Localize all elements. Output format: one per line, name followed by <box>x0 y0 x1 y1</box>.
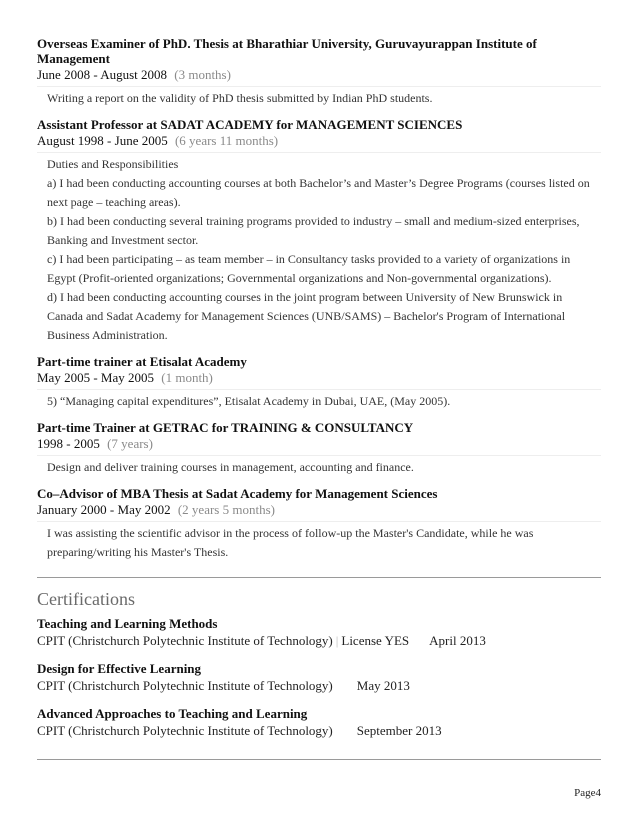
experience-description <box>37 86 601 108</box>
experience-entry <box>37 117 601 345</box>
experience-title: Co–Advisor of MBA Thesis at Sadat Academy for Management Sciences <box>37 486 438 501</box>
experience-description <box>37 455 601 477</box>
experience-entry <box>37 486 601 562</box>
section-divider <box>37 759 601 760</box>
section-divider <box>37 577 601 578</box>
description-line: b) I had been conducting several training programs provided to industry – small and medium-sized enterprises, Banking and Investment sector. <box>47 214 580 247</box>
description-line: a) I had been conducting accounting courses at both Bachelor’s and Master’s Degree Programs (courses listed on next page – teaching areas). <box>47 176 590 209</box>
experience-title: Assistant Professor at SADAT ACADEMY for MANAGEMENT SCIENCES <box>37 117 463 132</box>
experience-description <box>37 521 601 562</box>
description-line: Writing a report on the validity of PhD thesis submitted by Indian PhD students. <box>47 91 433 105</box>
experience-dates: May 2005 - May 2005 <box>37 370 154 385</box>
certification-issuer: CPIT (Christchurch Polytechnic Institute of Technology) <box>37 678 333 693</box>
resume-page <box>37 36 601 760</box>
experience-dates-row <box>37 66 601 83</box>
experience-dates: January 2000 - May 2002 <box>37 502 171 517</box>
description-line: Duties and Responsibilities <box>47 157 179 171</box>
certification-date: April 2013 <box>429 633 486 648</box>
certification-date: September 2013 <box>356 723 442 738</box>
experience-title: Part-time trainer at Etisalat Academy <box>37 354 247 369</box>
certification-entry <box>37 616 601 649</box>
description-line: d) I had been conducting accounting courses in the joint program between University of New Brunswick in Canada and Sadat Academy for Management Sciences (UNB/SAMS) – Bachelor's Program of International Business Administration. <box>47 290 566 342</box>
experience-title: Part-time Trainer at GETRAC for TRAINING & CONSULTANCY <box>37 420 414 435</box>
experience-dates-row <box>37 501 601 518</box>
experience-title: Overseas Examiner of PhD. Thesis at Bharathiar University, Guruvayurappan Institute of Management <box>37 36 537 66</box>
certification-issuer: CPIT (Christchurch Polytechnic Institute of Technology) <box>37 723 333 738</box>
experience-dates-row <box>37 435 601 452</box>
certification-title: Advanced Approaches to Teaching and Learning <box>37 706 308 721</box>
experience-entry <box>37 420 601 477</box>
certification-title: Design for Effective Learning <box>37 661 202 676</box>
certification-entry <box>37 661 601 694</box>
description-line: Design and deliver training courses in management, accounting and finance. <box>47 460 414 474</box>
experience-duration: (1 month) <box>161 370 213 385</box>
experience-dates: 1998 - 2005 <box>37 436 100 451</box>
experience-dates: June 2008 - August 2008 <box>37 67 167 82</box>
experience-dates-row <box>37 132 601 149</box>
experience-description <box>37 152 601 345</box>
certification-date: May 2013 <box>356 678 410 693</box>
certification-details <box>37 722 601 739</box>
experience-description <box>37 389 601 411</box>
experience-duration: (7 years) <box>107 436 153 451</box>
certification-details <box>37 677 601 694</box>
certification-separator: | <box>335 633 339 648</box>
certifications-heading: Certifications <box>37 589 135 609</box>
certification-issuer: CPIT (Christchurch Polytechnic Institute of Technology) <box>37 633 333 648</box>
experience-duration: (3 months) <box>174 67 231 82</box>
experience-duration: (6 years 11 months) <box>174 133 279 148</box>
certification-details <box>37 632 601 649</box>
description-line: c) I had been participating – as team member – in Consultancy tasks provided to a variety of organizations in Egypt (Profit-oriented organizations; Governmental organizations and Non-governmental organizations). <box>47 252 571 285</box>
experience-dates-row <box>37 369 601 386</box>
certification-title: Teaching and Learning Methods <box>37 616 218 631</box>
experience-dates: August 1998 - June 2005 <box>37 133 168 148</box>
experience-entry <box>37 36 601 108</box>
page-number: Page4 <box>574 787 601 799</box>
experience-entry <box>37 354 601 411</box>
certification-entry <box>37 706 601 739</box>
description-line: I was assisting the scientific advisor in the process of follow-up the Master's Candidate, while he was preparing/writing his Master's Thesis. <box>47 526 534 559</box>
description-line: 5) “Managing capital expenditures”, Etisalat Academy in Dubai, UAE, (May 2005). <box>47 394 451 408</box>
experience-duration: (2 years 5 months) <box>177 502 275 517</box>
certification-license: License YES <box>341 633 410 648</box>
